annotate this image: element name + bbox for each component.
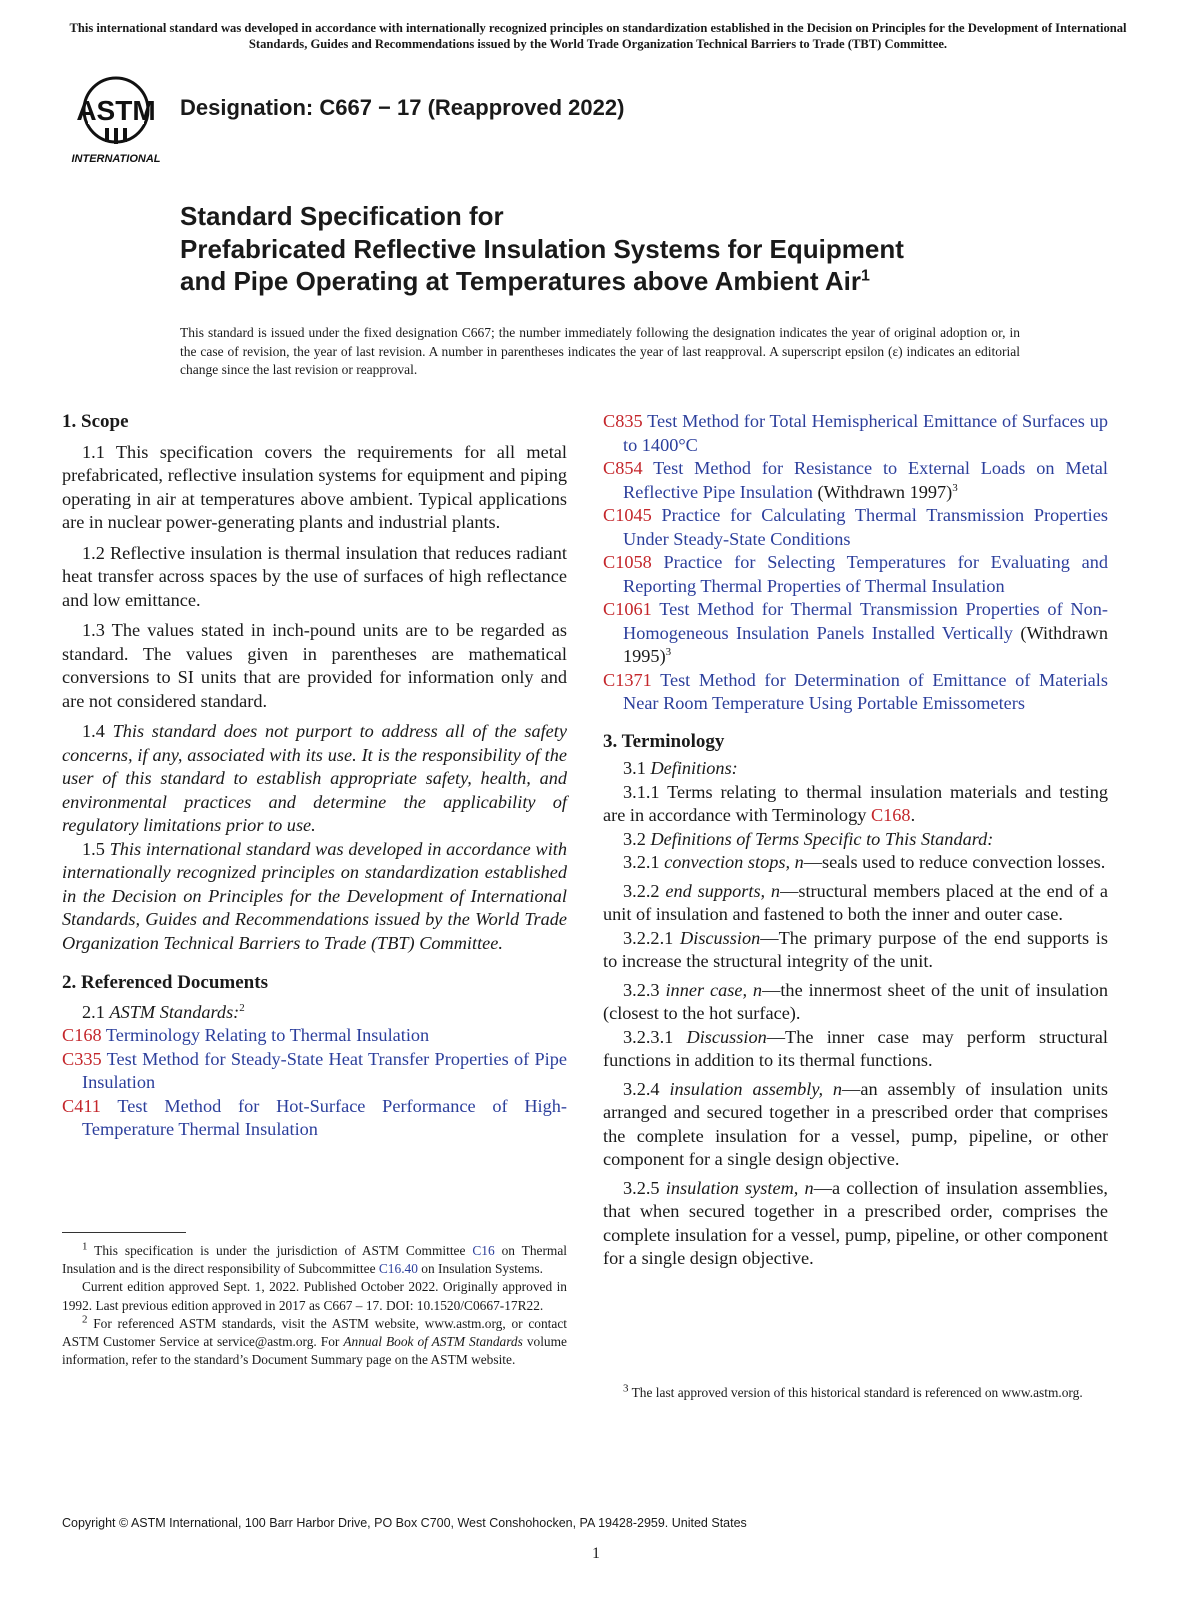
ref-code[interactable]: C854 xyxy=(603,458,643,478)
ref-code[interactable]: C411 xyxy=(62,1095,101,1116)
definition-3-2-3 xyxy=(603,979,1108,1026)
page-number: 1 xyxy=(592,1545,600,1562)
footnote-2 xyxy=(62,1315,567,1370)
ref-c1058[interactable] xyxy=(603,551,1108,598)
page-title xyxy=(180,200,1080,298)
paragraph-1-4-number: 1.4 xyxy=(82,721,105,741)
ref-c335[interactable] xyxy=(62,1048,567,1095)
paragraph-1-2: 1.2 Reflective insulation is thermal insulation that reduces radiant heat transfer across spaces by the use of surfaces of high reflectance and low emittance. xyxy=(62,542,567,610)
right-column xyxy=(603,410,1108,1271)
paragraph-3-1-number: 3.1 xyxy=(623,758,646,778)
paragraph-3-1-label: Definitions: xyxy=(650,758,738,778)
definition-text: —the innermost sheet of the unit of insulation (closest to the hot surface). xyxy=(603,979,1108,1023)
paragraph-2-1-number: 2.1 xyxy=(82,1001,105,1022)
paragraph-3-2-label: Definitions of Terms Specific to This Standard: xyxy=(650,828,994,849)
definition-text: —an assembly of insulation units arranged and secured together in a prescribed order that comprises the complete insulation for a vessel, pump, pipeline, or other component for a single design objective. xyxy=(603,1078,1108,1169)
paragraph-1-3: 1.3 The values stated in inch-pound units are to be regarded as standard. The values given in parentheses are mathematical conversions to SI units that are provided for information only and are not considered standard. xyxy=(62,620,567,711)
astm-logo xyxy=(64,68,168,166)
ref-title[interactable]: Test Method for Determination of Emittance of Materials Near Room Temperature Using Portable Emissometers xyxy=(623,669,1108,713)
section-heading-referenced: 2. Referenced Documents xyxy=(62,972,268,993)
ref-code[interactable]: C1045 xyxy=(603,505,652,525)
definition-number: 3.2.1 xyxy=(623,852,660,872)
definition-text: —seals used to reduce convection losses. xyxy=(803,852,1106,872)
definition-3-2-2 xyxy=(603,880,1108,927)
logo-wordmark: INTERNATIONAL xyxy=(71,153,161,165)
definition-text: —structural members placed at the end of a unit of insulation and fastened to both the inner and outer case. xyxy=(603,880,1108,924)
footnote-2-text-a: For referenced ASTM standards, visit the ASTM website, www.astm.org, or contact ASTM Customer Service at service@astm.org. For xyxy=(62,1315,567,1350)
definition-number: 3.2.2.1 xyxy=(623,927,674,948)
ref-c1045[interactable] xyxy=(603,504,1108,551)
definition-number: 3.2.3.1 xyxy=(623,1026,674,1047)
footnote-2-text-b: volume information, refer to the standard’s Document Summary page on the ASTM website. xyxy=(62,1334,567,1368)
ref-code[interactable]: C1371 xyxy=(603,669,652,690)
committee-link[interactable]: C16 xyxy=(472,1243,495,1258)
paragraph-3-1-1-end: . xyxy=(910,805,916,825)
footnote-1-edition: Current edition approved Sept. 1, 2022. Published October 2022. Originally approved in 1992. Last previous edition approved in 2017 as C667 – 17. DOI: 10.1520/C0667-17R22. xyxy=(62,1279,567,1313)
footnote-3-text: The last approved version of this historical standard is referenced on www.astm.org. xyxy=(631,1385,1083,1400)
ref-title[interactable]: Practice for Selecting Temperatures for Evaluating and Reporting Thermal Properties of Thermal Insulation xyxy=(623,552,1108,596)
paragraph-2-1 xyxy=(62,1001,567,1025)
ref-c411[interactable] xyxy=(62,1095,567,1142)
paragraph-1-5 xyxy=(62,838,567,956)
paragraph-1-4-text: This standard does not purport to address all of the safety concerns, if any, associated with its use. It is the responsibility of the user of this standard to establish appropriate safety, health, and environmental practices and determine the applicability of regulatory limitations prior to use. xyxy=(62,721,567,835)
definition-3-2-3-1 xyxy=(603,1026,1108,1073)
ref-code[interactable]: C168 xyxy=(62,1025,102,1045)
footnote-1 xyxy=(62,1242,567,1278)
left-column xyxy=(62,410,567,1142)
astm-logo-icon xyxy=(64,68,168,166)
ref-title[interactable]: Test Method for Total Hemispherical Emittance of Surfaces up to 1400°C xyxy=(623,411,1108,455)
footnote-1-text-a: This specification is under the jurisdiction of ASTM Committee xyxy=(94,1243,466,1258)
terminology-ref-link[interactable]: C168 xyxy=(870,805,911,825)
definition-term: end supports, n xyxy=(665,880,781,901)
copyright-footer: Copyright © ASTM International, 100 Barr Harbor Drive, PO Box C700, West Conshohocken, PA 19428-2959. United States xyxy=(62,1516,747,1530)
footnote-1-text-b: on Thermal Insulation and is the direct responsibility of Subcommittee xyxy=(62,1243,567,1277)
footnote-3-mark: 3 xyxy=(623,1382,629,1395)
footnote-1-mark: 1 xyxy=(82,1240,88,1253)
logo-letters: ASTM xyxy=(76,95,156,126)
subcommittee-link[interactable]: C16.40 xyxy=(378,1261,418,1277)
paragraph-2-1-label: ASTM Standards: xyxy=(109,1001,240,1022)
definition-text: —a collection of insulation assemblies, that when secured together in a prescribed order, comprises the complete insulation for a vessel, pump, pipeline, or other component for a single design objective. xyxy=(603,1177,1108,1268)
definition-term: insulation assembly, n xyxy=(669,1078,843,1099)
paragraph-3-1-1 xyxy=(603,781,1108,828)
footnotes-left xyxy=(62,1242,567,1369)
definition-term: inner case, n xyxy=(665,979,763,1000)
title-line-3-text: and Pipe Operating at Temperatures above Ambient Air xyxy=(180,266,861,296)
ref-c1371[interactable] xyxy=(603,669,1108,716)
definition-term: insulation system, n xyxy=(665,1177,814,1198)
definition-number: 3.2.2 xyxy=(623,880,660,901)
footnote-3 xyxy=(603,1384,1108,1402)
designation: Designation: C667 − 17 (Reapproved 2022) xyxy=(180,95,625,120)
definition-number: 3.2.3 xyxy=(623,979,660,1000)
ref-c1061[interactable] xyxy=(603,598,1108,669)
ref-code[interactable]: C335 xyxy=(62,1048,102,1069)
paragraph-3-2 xyxy=(603,828,1108,852)
header-notice: This international standard was developed in accordance with internationally recognized principles on standardization established in the Decision on Principles for the Development of International Standards, Guides and Recommendations issued by the World Trade Organization Technical Barriers to Trade (TBT) Committee. xyxy=(69,21,1127,51)
ref-c168[interactable] xyxy=(62,1024,567,1048)
paragraph-3-1 xyxy=(603,757,1108,781)
definition-term: convection stops, n xyxy=(664,852,804,872)
footnote-mark-3: 3 xyxy=(952,481,958,494)
footnote-mark-2: 2 xyxy=(239,1001,245,1014)
ref-code[interactable]: C1058 xyxy=(603,552,652,572)
ref-code[interactable]: C835 xyxy=(603,411,643,431)
definition-term: Discussion xyxy=(680,927,761,948)
definition-number: 3.2.5 xyxy=(623,1177,660,1198)
definition-text: —The inner case may perform structural functions in addition to its thermal functions. xyxy=(603,1026,1108,1070)
ref-code[interactable]: C1061 xyxy=(603,599,652,619)
definition-3-2-2-1 xyxy=(603,927,1108,974)
ref-c835[interactable] xyxy=(603,410,1108,457)
section-heading-terminology: 3. Terminology xyxy=(603,730,725,752)
ref-withdrawn-note: (Withdrawn 1995) xyxy=(623,622,1108,666)
ref-withdrawn-note: (Withdrawn 1997) xyxy=(817,481,953,502)
ref-title[interactable]: Test Method for Resistance to External Loads on Metal Reflective Pipe Insulation xyxy=(623,458,1108,502)
footnote-2-italic: Annual Book of ASTM Standards xyxy=(343,1334,523,1350)
footnote-2-mark: 2 xyxy=(82,1313,88,1326)
ref-title[interactable]: Practice for Calculating Thermal Transmission Properties Under Steady-State Conditions xyxy=(623,505,1108,549)
title-footnote-mark: 1 xyxy=(860,267,870,285)
title-line-3 xyxy=(180,265,1080,298)
footnote-rule xyxy=(62,1232,186,1233)
issued-notice: This standard is issued under the fixed designation C667; the number immediately following the designation indicates the year of original adoption or, in the case of revision, the year of last revision. A number in parentheses indicates the year of last reapproval. A superscript epsilon (ε) indicates an editorial change since the last revision or reapproval. xyxy=(180,325,1020,378)
footnotes-right xyxy=(603,1384,1108,1402)
title-line-2: Prefabricated Reflective Insulation Systems for Equipment xyxy=(180,233,904,264)
definition-3-2-1 xyxy=(603,851,1108,875)
paragraph-1-4 xyxy=(62,720,567,838)
ref-title[interactable]: Terminology Relating to Thermal Insulation xyxy=(105,1025,430,1045)
title-line-1: Standard Specification for xyxy=(180,201,504,231)
paragraph-1-1: 1.1 This specification covers the requirements for all metal prefabricated, reflective insulation systems for equipment and piping operating in air at temperatures above ambient. Typical applications are in nuclear power-generating plants and industrial plants. xyxy=(62,441,567,532)
footnote-mark-3: 3 xyxy=(665,645,672,658)
definition-number: 3.2.4 xyxy=(623,1078,660,1099)
paragraph-1-5-number: 1.5 xyxy=(82,838,105,859)
definition-3-2-4 xyxy=(603,1078,1108,1172)
ref-title[interactable]: Test Method for Steady-State Heat Transfer Properties of Pipe Insulation xyxy=(82,1048,567,1092)
definition-3-2-5 xyxy=(603,1177,1108,1271)
definition-text: —The primary purpose of the end supports is to increase the structural integrity of the unit. xyxy=(603,927,1108,971)
paragraph-1-5-text: This international standard was developed in accordance with internationally recognized principles on standardization established in the Decision on Principles for the Development of International Standards, Guides and Recommendations issued by the World Trade Organization Technical Barriers to Trade (TBT) Committee. xyxy=(62,838,567,953)
ref-title[interactable]: Test Method for Thermal Transmission Properties of Non-Homogeneous Insulation Panels Installed Vertically xyxy=(623,599,1108,643)
ref-c854[interactable] xyxy=(603,457,1108,504)
paragraph-3-1-1-text: 3.1.1 Terms relating to thermal insulation materials and testing are in accordance with Terminology xyxy=(603,781,1108,825)
footnote-1-text-c: on Insulation Systems. xyxy=(421,1261,543,1277)
section-heading-scope: 1. Scope xyxy=(62,411,129,432)
paragraph-3-2-number: 3.2 xyxy=(623,828,646,849)
ref-title[interactable]: Test Method for Hot-Surface Performance of High-Temperature Thermal Insulation xyxy=(82,1095,567,1139)
definition-term: Discussion xyxy=(686,1026,767,1047)
